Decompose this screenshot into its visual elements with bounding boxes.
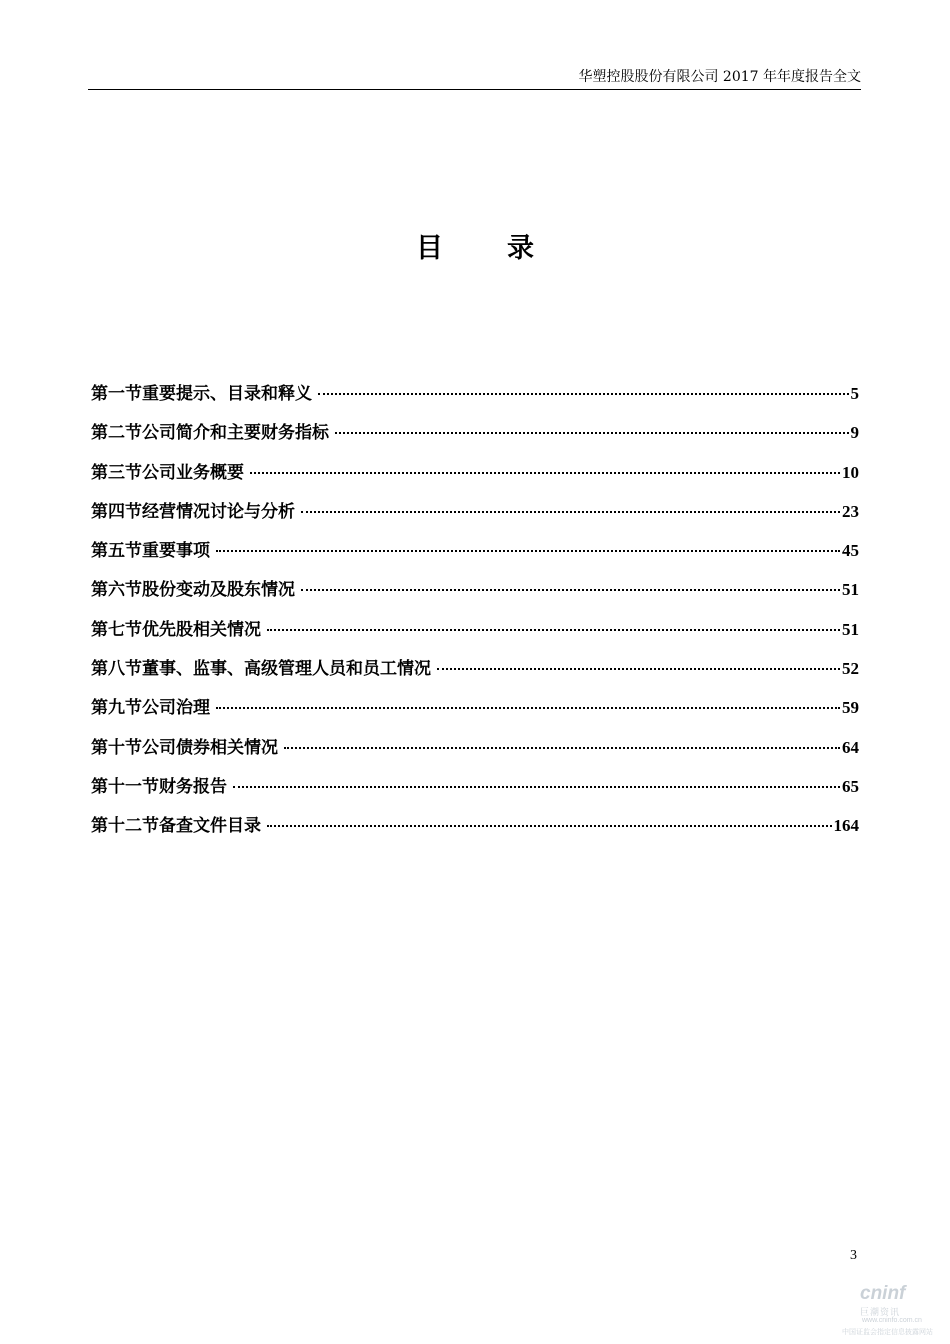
toc-entry-label: 第三节公司业务概要: [91, 462, 244, 483]
dot-leader: [301, 511, 840, 513]
toc-entry[interactable]: [91, 693, 859, 732]
toc-entry[interactable]: [91, 615, 859, 654]
toc-entry-label: 第六节股份变动及股东情况: [91, 580, 295, 601]
toc-entry-label: 第九节公司治理: [91, 698, 210, 719]
toc-entry[interactable]: [91, 418, 859, 457]
dot-leader: [216, 707, 840, 709]
toc-entry[interactable]: [91, 497, 859, 536]
dot-leader: [437, 668, 840, 670]
watermark-name: 巨潮资讯: [860, 1308, 901, 1318]
toc-heading-char-1: 目: [416, 233, 443, 264]
toc-entry-page: 5: [850, 384, 859, 403]
toc-entry-label: 第四节经营情况讨论与分析: [91, 501, 295, 522]
dot-leader: [267, 825, 832, 827]
page-number: 3: [850, 1248, 857, 1263]
page-header: [88, 62, 861, 90]
dot-leader: [301, 589, 840, 591]
toc-heading: [0, 226, 950, 265]
toc-entry[interactable]: [91, 458, 859, 497]
toc-entry[interactable]: [91, 654, 859, 693]
toc-entry[interactable]: [91, 536, 859, 575]
toc-entry-page: 45: [842, 541, 859, 561]
toc-entry-page: 51: [842, 580, 859, 600]
dot-leader: [335, 432, 849, 434]
toc-entry-page: 164: [833, 816, 859, 836]
toc-entry-label: 第五节重要事项: [91, 541, 210, 562]
toc-entry-label: 第一节重要提示、目录和释义: [91, 384, 312, 404]
dot-leader: [216, 550, 840, 552]
dot-leader: [318, 393, 849, 395]
header-title: 华塑控股股份有限公司 2017 年年度报告全文: [578, 69, 861, 85]
toc-entry-page: 65: [842, 776, 859, 796]
toc-entry-label: 第八节董事、监事、高级管理人员和员工情况: [91, 659, 431, 680]
toc-entry[interactable]: [91, 811, 859, 850]
toc-entry[interactable]: [91, 379, 859, 418]
toc-entry-page: 23: [842, 501, 859, 521]
toc-entry-page: 59: [842, 698, 859, 718]
toc-entry-page: 52: [842, 659, 859, 679]
toc-entry[interactable]: [91, 772, 859, 811]
toc-entry-label: 第十节公司债券相关情况: [91, 737, 278, 758]
toc-entry-label: 第十一节财务报告: [91, 776, 227, 797]
dot-leader: [233, 786, 840, 788]
watermark-logo: cninf: [860, 1283, 906, 1304]
toc-entry-page: 51: [842, 619, 859, 639]
toc-entry-page: 64: [842, 737, 859, 757]
watermark-subtitle: 中国证监会指定信息披露网站: [842, 1328, 933, 1336]
toc-entry-label: 第二节公司简介和主要财务指标: [91, 423, 329, 444]
toc-entry[interactable]: [91, 575, 859, 614]
toc-entry-label: 第十二节备查文件目录: [91, 816, 261, 837]
watermark-url: www.cninfo.com.cn: [862, 1317, 922, 1324]
toc-entry-page: 10: [842, 462, 859, 482]
table-of-contents: [91, 379, 859, 851]
dot-leader: [250, 472, 840, 474]
toc-entry-page: 9: [850, 423, 859, 443]
toc-entry[interactable]: [91, 733, 859, 772]
toc-entry-label: 第七节优先股相关情况: [91, 619, 261, 640]
cninfo-watermark: [838, 1283, 948, 1341]
dot-leader: [284, 747, 840, 749]
dot-leader: [267, 629, 840, 631]
toc-heading-char-2: 录: [507, 233, 534, 264]
